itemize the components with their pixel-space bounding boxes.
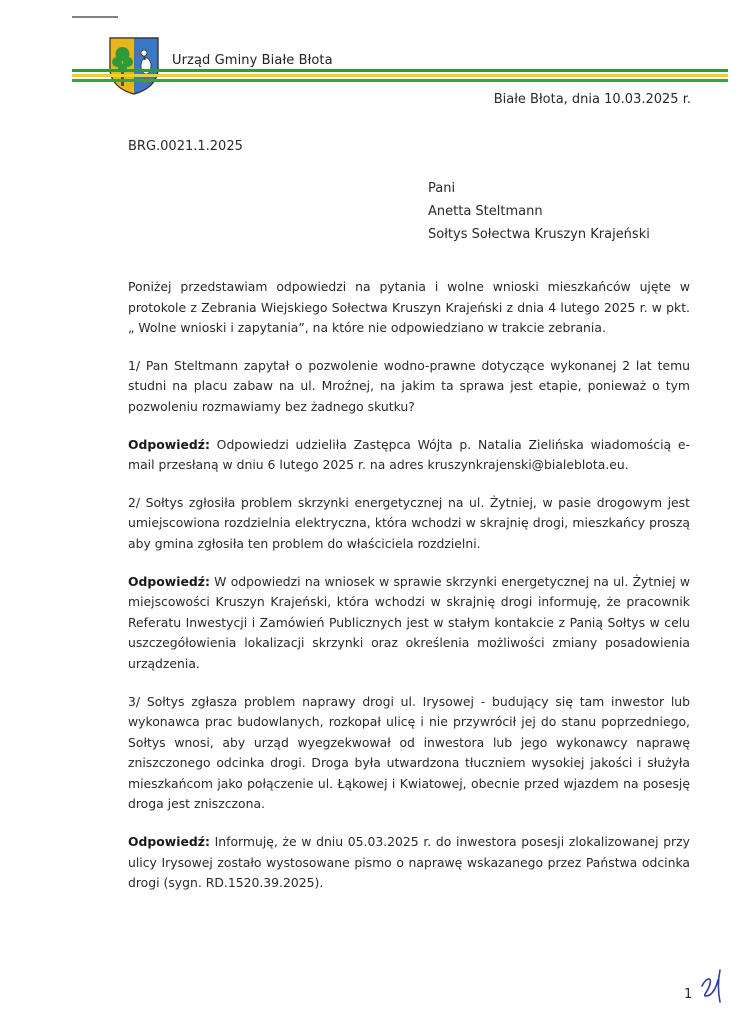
answer-text: Informuję, że w dniu 05.03.2025 r. do inwestora posesji zlokalizowanej przy ulicy Irysowej zostało wystosowane pismo o naprawę wskazanego przez Państwa odcinka drogi (sygn. RD.1520.39.2025). [128,834,690,891]
letter-body [128,277,690,911]
recipient-salutation: Pani [428,181,456,196]
recipient-name: Anetta Steltmann [428,204,543,219]
question-1: 1/ Pan Steltmann zapytał o pozwolenie wodno-prawne dotyczące wykonanej 2 lat temu studni na placu zabaw na ul. Mroźnej, na jakim ta sprawa jest etapie, ponieważ o tym pozwoleniu rozmawiamy bez żadnego skutku? [128,357,690,414]
header-stripes [72,69,728,84]
recipient-role: Sołtys Sołectwa Kruszyn Krajeński [428,227,650,242]
answer-1 [128,435,690,476]
answer-label: Odpowiedź: [128,834,210,850]
question-3: 3/ Sołtys zgłasza problem naprawy drogi ul. Irysowej - budujący się tam inwestor lub wykonawca prac budowlanych, rozkopał ulicę i nie przywrócił jej do stanu poprzedniego, Sołtys wnosi, aby urząd wyegzekwował od inwestora lub jego wykonawcy naprawę zniszczonego odcinka drogi. Droga była utwardzona tłuczniem wysokiej jakości i służyła mieszkańcom jako połączenie ul. Łąkowej i Kwiatowej, obecnie przed wjazdem na posesję droga jest zniszczona. [128,693,690,812]
answer-label: Odpowiedź: [128,436,210,452]
office-name: Urząd Gminy Białe Błota [172,53,333,68]
intro-paragraph: Poniżej przedstawiam odpowiedzi na pytania i wolne wnioski mieszkańców ujęte w protokole z Zebrania Wiejskiego Sołectwa Kruszyn Krajeński z dnia 4 lutego 2025 r. w pkt. „ Wolne wnioski i zapytania”, na które nie odpowiedziano w trakcie zebrania. [128,279,690,336]
answer-2 [128,572,690,675]
handwritten-initials-icon [696,966,730,1004]
coat-of-arms-icon [108,36,160,96]
answer-text: Odpowiedzi udzieliła Zastępca Wójta p. Natalia Zielińska wiadomością e-mail przesłaną w dniu 6 lutego 2025 r. na adres kruszynkrajenski@bialeblota.eu. [128,436,690,473]
reference-number: BRG.0021.1.2025 [128,139,243,154]
page-number: 1 [684,987,693,1002]
recipient-block [428,177,650,246]
answer-3 [128,832,690,894]
answer-text: W odpowiedzi na wniosek w sprawie skrzynki energetycznej na ul. Żytniej w miejscowości Kruszyn Krajeński, która wchodzi w skrajnię drogi informuję, że pracownik Referatu Inwestycji i Zamówień Publicznych jest w stałym kontakcie z Panią Sołtys w celu uszczegółowienia lokalizacji skrzynki oraz określenia możliwości zmiany posadowienia urządzenia. [128,573,690,671]
place-date: Białe Błota, dnia 10.03.2025 r. [493,92,691,107]
scan-mark [72,16,118,18]
answer-label: Odpowiedź: [128,573,210,589]
question-2: 2/ Sołtys zgłosiła problem skrzynki energetycznej na ul. Żytniej, w pasie drogowym jest umiejscowiona rozdzielnia elektryczna, która wchodzi w skrajnię drogi, mieszkańcy proszą aby gmina zgłosiła ten problem do właściciela rozdzielni. [128,494,690,551]
